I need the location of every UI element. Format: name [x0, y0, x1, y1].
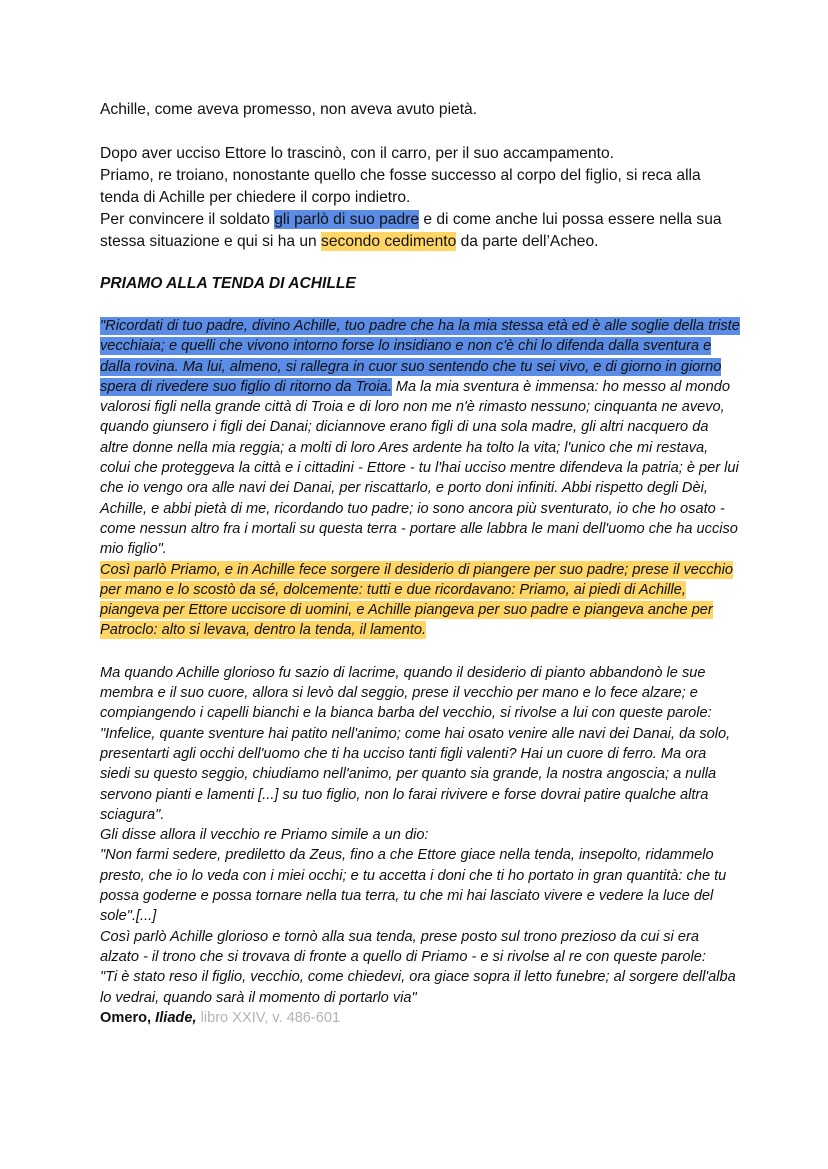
source-work: Iliade, [155, 1009, 197, 1026]
quote-highlight-yellow: Così parlò Priamo, e in Achille fece sorgere il desiderio di piangere per suo padre; prese il vecchio per mano e lo scostò da sé, dolcemente: tutti e due ricordavano: Priamo, ai piedi di Achille, piangeva per Ettore uccisore di uomini, e Achille piangeva per suo padre e piangeva anche per Patroclo: alto si levava, dentro la tenda, il lamento. [100, 561, 733, 639]
source-citation [100, 1008, 740, 1028]
intro-paragraph-2: Priamo, re troiano, nonostante quello che fosse successo al corpo del figlio, si reca alla tenda di Achille per chiedere il corpo indietro. [100, 167, 701, 206]
intro-text: da parte dell’Acheo. [456, 233, 599, 250]
quote-highlight-blue: "Ricordati di tuo padre, divino Achille, tuo padre che ha la mia stessa età ed è alle soglie della triste vecchiaia; e quelli che vivono intorno forse lo insidiano e non c'è chi lo difenda dalla sventura e dalla rovina. Ma lui, almeno, si rallegra in cuor suo sentendo che tu sei vivo, e di giorno in giorno spera di rivedere suo figlio di ritorno da Troia. [100, 318, 740, 395]
source-author: Omero, [100, 1009, 152, 1026]
highlight-yellow: secondo cedimento [321, 233, 457, 250]
intro-paragraph-3 [100, 209, 740, 253]
quote-paragraph-6: Così parlò Achille glorioso e tornò alla sua tenda, prese posto sul trono prezioso da cui si era alzato - il trono che si trovava di fronte a quello di Priamo - e si rivolse al re con queste parole: [100, 928, 706, 965]
quote-paragraph-3: "Infelice, quante sventure hai patito nell'animo; come hai osato venire alle navi dei Danai, da solo, presentarti agli occhi dell'uomo che ti ha ucciso tanti figli valenti? Hai un cuore di ferro. Ma ora siedi su questo seggio, chiudiamo nell'animo, per quanto sia grande, la nostra angoscia; a nulla servono pianti e lamenti [...] su tuo figlio, non lo farai rivivere e forse dovrai patire qualche altra sciagura". [100, 725, 731, 823]
highlight-blue: gli parlò di suo padre [274, 211, 420, 228]
quote-paragraph-1 [100, 316, 740, 641]
section-heading: PRIAMO ALLA TENDA DI ACHILLE [100, 275, 356, 292]
quote-paragraph-7: "Ti è stato reso il figlio, vecchio, come chiedevi, ora giace sopra il letto funebre; al sorgere dell'alba lo vedrai, quando sarà il momento di portarlo via" [100, 969, 736, 1006]
quote-paragraph-2: Ma quando Achille glorioso fu sazio di lacrime, quando il desiderio di pianto abbandonò le sue membra e il suo cuore, allora si levò dal seggio, prese il vecchio per mano e lo fece alzare; e compiangendo i capelli bianchi e la bianca barba del vecchio, si rivolse a lui con queste parole: [100, 664, 712, 722]
intro-text: Per convincere il soldato [100, 211, 275, 228]
quote-text: Ma la mia sventura è immensa: ho messo al mondo valorosi figli nella grande città di Troia e di loro non me n'è rimasto nessuno; cinquanta ne avevo, quando giunsero i figli dei Danai; diciannove erano figli di una sola madre, gli altri nacquero da altre donne nella mia reggia; a molti di loro Ares ardente ha tolto la vita; l'unico che mi restava, colui che proteggeva la città e i cittadini - Ettore - tu l'hai ucciso mentre difendeva la patria; è per lui che io vengo ora alle navi dei Danai, per riscattarlo, e porto doni infiniti. Abbi rispetto degli Dèi, Achille, e abbi pietà di me, ricordando tuo padre; io sono ancora più sventurato, io che ho osato - come nessun altro fra i mortali su questa terra - portare alle labbra le mani dell'uomo che ha ucciso mio figlio". [100, 378, 739, 558]
source-reference: libro XXIV, v. 486-601 [200, 1009, 341, 1026]
intro-line: Achille, come aveva promesso, non aveva avuto pietà. [100, 101, 478, 118]
quote-paragraph-5: "Non farmi sedere, prediletto da Zeus, fino a che Ettore giace nella tenda, insepolto, ridammelo presto, che io lo veda con i miei occhi; e tu accetta i doni che ti ho portato in gran quantità: che tu possa goderne e possa tornare nella tua terra, tu che mi hai lasciato vivere e vedere la luce del sole".[...] [100, 847, 727, 925]
intro-text: e di come anche lui possa essere nella sua stessa situazione e qui si ha un [100, 211, 722, 250]
spacer [100, 641, 740, 663]
document-body [100, 99, 740, 1028]
intro-paragraph-1: Dopo aver ucciso Ettore lo trascinò, con il carro, per il suo accampamento. [100, 145, 614, 162]
spacer [100, 121, 740, 143]
quote-paragraph-4: Gli disse allora il vecchio re Priamo simile a un dio: [100, 827, 429, 844]
